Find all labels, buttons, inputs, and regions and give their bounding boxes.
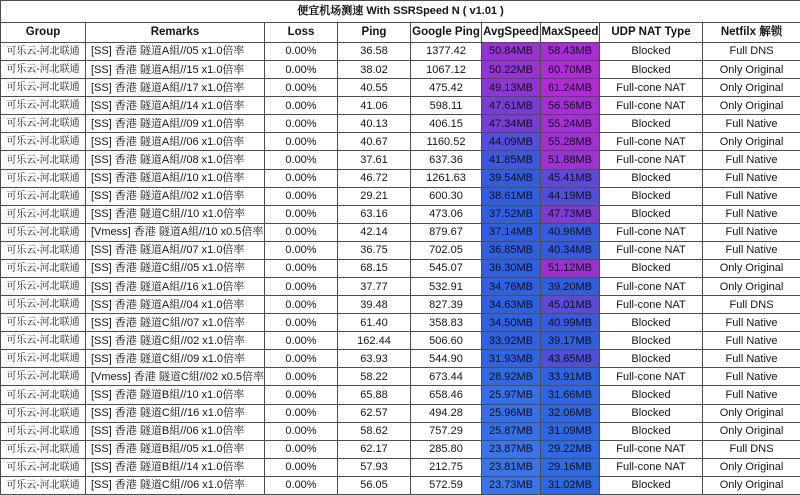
cell-max_speed: 31.09MB	[541, 422, 600, 440]
cell-loss: 0.00%	[265, 314, 338, 332]
cell-group: 可乐云-河北联通	[1, 314, 86, 332]
cell-max_speed: 58.43MB	[541, 43, 600, 61]
cell-ping: 57.93	[338, 458, 411, 476]
column-header-group: Group	[1, 23, 86, 43]
cell-udp_nat_type: Full-cone NAT	[600, 79, 703, 97]
cell-netflix: Full Native	[703, 115, 800, 133]
cell-netflix: Only Original	[703, 79, 800, 97]
cell-avg_speed: 47.61MB	[482, 97, 541, 115]
cell-group: 可乐云-河北联通	[1, 169, 86, 187]
cell-remarks: [SS] 香港 隧道A組//09 x1.0倍率	[86, 115, 265, 133]
cell-google_ping: 1160.52	[411, 133, 482, 151]
cell-group: 可乐云-河北联通	[1, 278, 86, 296]
cell-netflix: Only Original	[703, 458, 800, 476]
cell-avg_speed: 23.81MB	[482, 458, 541, 476]
cell-udp_nat_type: Blocked	[600, 422, 703, 440]
cell-netflix: Only Original	[703, 404, 800, 422]
cell-avg_speed: 23.87MB	[482, 440, 541, 458]
cell-max_speed: 51.88MB	[541, 151, 600, 169]
cell-ping: 58.22	[338, 368, 411, 386]
cell-max_speed: 44.19MB	[541, 187, 600, 205]
cell-avg_speed: 37.14MB	[482, 223, 541, 241]
cell-google_ping: 757.29	[411, 422, 482, 440]
cell-ping: 62.57	[338, 404, 411, 422]
cell-ping: 61.40	[338, 314, 411, 332]
cell-avg_speed: 39.54MB	[482, 169, 541, 187]
cell-netflix: Full DNS	[703, 43, 800, 61]
cell-remarks: [SS] 香港 隧道C組//06 x1.0倍率	[86, 476, 265, 494]
cell-loss: 0.00%	[265, 223, 338, 241]
cell-group: 可乐云-河北联通	[1, 97, 86, 115]
cell-max_speed: 56.56MB	[541, 97, 600, 115]
cell-remarks: [SS] 香港 隧道A組//14 x1.0倍率	[86, 97, 265, 115]
page-title: 便宜机场测速 With SSRSpeed N ( v1.01 )	[1, 1, 800, 23]
cell-group: 可乐云-河北联通	[1, 296, 86, 314]
cell-avg_speed: 34.76MB	[482, 278, 541, 296]
cell-max_speed: 55.28MB	[541, 133, 600, 151]
cell-udp_nat_type: Blocked	[600, 386, 703, 404]
table-row	[1, 43, 800, 61]
cell-remarks: [Vmess] 香港 隧道A組//10 x0.5倍率	[86, 223, 265, 241]
cell-group: 可乐云-河北联通	[1, 476, 86, 494]
table-row	[1, 241, 800, 259]
table-row	[1, 314, 800, 332]
cell-avg_speed: 28.92MB	[482, 368, 541, 386]
cell-netflix: Full Native	[703, 169, 800, 187]
cell-loss: 0.00%	[265, 278, 338, 296]
cell-group: 可乐云-河北联通	[1, 386, 86, 404]
cell-netflix: Only Original	[703, 61, 800, 79]
cell-udp_nat_type: Full-cone NAT	[600, 440, 703, 458]
cell-loss: 0.00%	[265, 61, 338, 79]
column-header-netflix: Netfilx 解锁	[703, 23, 800, 43]
cell-remarks: [SS] 香港 隧道C組//09 x1.0倍率	[86, 350, 265, 368]
cell-ping: 162.44	[338, 332, 411, 350]
cell-group: 可乐云-河北联通	[1, 422, 86, 440]
cell-max_speed: 55.24MB	[541, 115, 600, 133]
cell-google_ping: 358.83	[411, 314, 482, 332]
cell-google_ping: 572.59	[411, 476, 482, 494]
cell-loss: 0.00%	[265, 332, 338, 350]
cell-group: 可乐云-河北联通	[1, 404, 86, 422]
column-header-ping: Ping	[338, 23, 411, 43]
cell-remarks: [SS] 香港 隧道A組//17 x1.0倍率	[86, 79, 265, 97]
table-row	[1, 404, 800, 422]
cell-remarks: [SS] 香港 隧道A組//10 x1.0倍率	[86, 169, 265, 187]
cell-remarks: [SS] 香港 隧道C組//05 x1.0倍率	[86, 259, 265, 277]
cell-group: 可乐云-河北联通	[1, 133, 86, 151]
cell-max_speed: 40.34MB	[541, 241, 600, 259]
cell-max_speed: 43.65MB	[541, 350, 600, 368]
cell-max_speed: 40.96MB	[541, 223, 600, 241]
cell-google_ping: 702.05	[411, 241, 482, 259]
cell-max_speed: 60.70MB	[541, 61, 600, 79]
cell-ping: 40.55	[338, 79, 411, 97]
cell-group: 可乐云-河北联通	[1, 205, 86, 223]
cell-max_speed: 45.01MB	[541, 296, 600, 314]
cell-udp_nat_type: Full-cone NAT	[600, 278, 703, 296]
cell-ping: 37.77	[338, 278, 411, 296]
cell-google_ping: 544.90	[411, 350, 482, 368]
cell-google_ping: 406.15	[411, 115, 482, 133]
cell-remarks: [Vmess] 香港 隧道C組//02 x0.5倍率	[86, 368, 265, 386]
cell-avg_speed: 49.13MB	[482, 79, 541, 97]
cell-avg_speed: 33.92MB	[482, 332, 541, 350]
cell-udp_nat_type: Blocked	[600, 61, 703, 79]
cell-loss: 0.00%	[265, 133, 338, 151]
table-row	[1, 350, 800, 368]
cell-ping: 40.13	[338, 115, 411, 133]
cell-avg_speed: 36.30MB	[482, 259, 541, 277]
column-header-udp_nat_type: UDP NAT Type	[600, 23, 703, 43]
cell-google_ping: 532.91	[411, 278, 482, 296]
cell-group: 可乐云-河北联通	[1, 440, 86, 458]
cell-udp_nat_type: Blocked	[600, 350, 703, 368]
cell-netflix: Only Original	[703, 422, 800, 440]
table-row	[1, 259, 800, 277]
cell-google_ping: 212.75	[411, 458, 482, 476]
cell-max_speed: 61.24MB	[541, 79, 600, 97]
cell-ping: 41.06	[338, 97, 411, 115]
table-row	[1, 278, 800, 296]
cell-max_speed: 45.41MB	[541, 169, 600, 187]
cell-loss: 0.00%	[265, 259, 338, 277]
cell-remarks: [SS] 香港 隧道A組//05 x1.0倍率	[86, 43, 265, 61]
cell-remarks: [SS] 香港 隧道B組//14 x1.0倍率	[86, 458, 265, 476]
cell-netflix: Only Original	[703, 97, 800, 115]
cell-group: 可乐云-河北联通	[1, 79, 86, 97]
cell-group: 可乐云-河北联通	[1, 368, 86, 386]
cell-google_ping: 1377.42	[411, 43, 482, 61]
cell-group: 可乐云-河北联通	[1, 151, 86, 169]
cell-remarks: [SS] 香港 隧道B組//06 x1.0倍率	[86, 422, 265, 440]
cell-udp_nat_type: Blocked	[600, 259, 703, 277]
cell-google_ping: 285.80	[411, 440, 482, 458]
cell-max_speed: 40.99MB	[541, 314, 600, 332]
cell-google_ping: 1067.12	[411, 61, 482, 79]
table-row	[1, 205, 800, 223]
cell-netflix: Only Original	[703, 259, 800, 277]
cell-google_ping: 475.42	[411, 79, 482, 97]
cell-remarks: [SS] 香港 隧道A組//16 x1.0倍率	[86, 278, 265, 296]
cell-remarks: [SS] 香港 隧道A組//15 x1.0倍率	[86, 61, 265, 79]
cell-ping: 63.16	[338, 205, 411, 223]
cell-avg_speed: 38.61MB	[482, 187, 541, 205]
cell-google_ping: 827.39	[411, 296, 482, 314]
cell-udp_nat_type: Blocked	[600, 43, 703, 61]
cell-ping: 36.75	[338, 241, 411, 259]
cell-avg_speed: 50.84MB	[482, 43, 541, 61]
cell-netflix: Full Native	[703, 151, 800, 169]
cell-google_ping: 658.46	[411, 386, 482, 404]
cell-udp_nat_type: Full-cone NAT	[600, 97, 703, 115]
cell-avg_speed: 34.50MB	[482, 314, 541, 332]
cell-avg_speed: 36.85MB	[482, 241, 541, 259]
cell-max_speed: 32.06MB	[541, 404, 600, 422]
cell-avg_speed: 25.87MB	[482, 422, 541, 440]
cell-udp_nat_type: Blocked	[600, 115, 703, 133]
cell-avg_speed: 34.63MB	[482, 296, 541, 314]
cell-loss: 0.00%	[265, 404, 338, 422]
table-row	[1, 458, 800, 476]
cell-udp_nat_type: Blocked	[600, 404, 703, 422]
column-header-avg_speed: AvgSpeed	[482, 23, 541, 43]
table-row	[1, 223, 800, 241]
cell-group: 可乐云-河北联通	[1, 259, 86, 277]
cell-remarks: [SS] 香港 隧道A組//04 x1.0倍率	[86, 296, 265, 314]
cell-remarks: [SS] 香港 隧道A組//06 x1.0倍率	[86, 133, 265, 151]
cell-loss: 0.00%	[265, 350, 338, 368]
cell-google_ping: 673.44	[411, 368, 482, 386]
cell-netflix: Full Native	[703, 314, 800, 332]
cell-remarks: [SS] 香港 隧道C組//07 x1.0倍率	[86, 314, 265, 332]
cell-avg_speed: 41.85MB	[482, 151, 541, 169]
cell-avg_speed: 25.97MB	[482, 386, 541, 404]
table-row	[1, 133, 800, 151]
cell-ping: 36.58	[338, 43, 411, 61]
cell-group: 可乐云-河北联通	[1, 350, 86, 368]
table-row	[1, 61, 800, 79]
cell-loss: 0.00%	[265, 422, 338, 440]
cell-loss: 0.00%	[265, 151, 338, 169]
cell-loss: 0.00%	[265, 476, 338, 494]
table-row	[1, 296, 800, 314]
cell-netflix: Full Native	[703, 350, 800, 368]
table-row	[1, 79, 800, 97]
cell-remarks: [SS] 香港 隧道A組//02 x1.0倍率	[86, 187, 265, 205]
cell-loss: 0.00%	[265, 115, 338, 133]
title-row	[1, 1, 800, 23]
table-row	[1, 440, 800, 458]
cell-netflix: Full DNS	[703, 296, 800, 314]
cell-remarks: [SS] 香港 隧道A組//08 x1.0倍率	[86, 151, 265, 169]
cell-netflix: Full DNS	[703, 440, 800, 458]
cell-max_speed: 33.91MB	[541, 368, 600, 386]
column-header-loss: Loss	[265, 23, 338, 43]
cell-loss: 0.00%	[265, 79, 338, 97]
cell-udp_nat_type: Blocked	[600, 332, 703, 350]
cell-remarks: [SS] 香港 隧道B組//10 x1.0倍率	[86, 386, 265, 404]
cell-google_ping: 598.11	[411, 97, 482, 115]
cell-loss: 0.00%	[265, 386, 338, 404]
cell-udp_nat_type: Full-cone NAT	[600, 133, 703, 151]
cell-group: 可乐云-河北联通	[1, 332, 86, 350]
cell-avg_speed: 37.52MB	[482, 205, 541, 223]
cell-netflix: Full Native	[703, 205, 800, 223]
cell-loss: 0.00%	[265, 187, 338, 205]
cell-max_speed: 31.02MB	[541, 476, 600, 494]
cell-netflix: Only Original	[703, 133, 800, 151]
cell-max_speed: 47.73MB	[541, 205, 600, 223]
cell-avg_speed: 50.22MB	[482, 61, 541, 79]
cell-netflix: Full Native	[703, 241, 800, 259]
cell-max_speed: 51.12MB	[541, 259, 600, 277]
cell-ping: 68.15	[338, 259, 411, 277]
cell-ping: 46.72	[338, 169, 411, 187]
cell-netflix: Full Native	[703, 386, 800, 404]
cell-group: 可乐云-河北联通	[1, 187, 86, 205]
table-row	[1, 368, 800, 386]
cell-loss: 0.00%	[265, 205, 338, 223]
cell-google_ping: 879.67	[411, 223, 482, 241]
cell-group: 可乐云-河北联通	[1, 223, 86, 241]
cell-remarks: [SS] 香港 隧道C組//16 x1.0倍率	[86, 404, 265, 422]
cell-udp_nat_type: Full-cone NAT	[600, 223, 703, 241]
cell-remarks: [SS] 香港 隧道C組//02 x1.0倍率	[86, 332, 265, 350]
cell-loss: 0.00%	[265, 296, 338, 314]
cell-google_ping: 637.36	[411, 151, 482, 169]
table-row	[1, 386, 800, 404]
cell-max_speed: 29.22MB	[541, 440, 600, 458]
cell-group: 可乐云-河北联通	[1, 43, 86, 61]
cell-ping: 40.67	[338, 133, 411, 151]
cell-ping: 62.17	[338, 440, 411, 458]
cell-udp_nat_type: Blocked	[600, 314, 703, 332]
column-header-google_ping: Google Ping	[411, 23, 482, 43]
cell-netflix: Full Native	[703, 223, 800, 241]
cell-loss: 0.00%	[265, 97, 338, 115]
cell-google_ping: 506.60	[411, 332, 482, 350]
column-header-remarks: Remarks	[86, 23, 265, 43]
cell-udp_nat_type: Blocked	[600, 187, 703, 205]
cell-netflix: Full Native	[703, 332, 800, 350]
table-row	[1, 115, 800, 133]
cell-udp_nat_type: Blocked	[600, 205, 703, 223]
cell-remarks: [SS] 香港 隧道A組//07 x1.0倍率	[86, 241, 265, 259]
cell-loss: 0.00%	[265, 368, 338, 386]
cell-ping: 37.61	[338, 151, 411, 169]
cell-loss: 0.00%	[265, 241, 338, 259]
cell-group: 可乐云-河北联通	[1, 458, 86, 476]
cell-max_speed: 39.20MB	[541, 278, 600, 296]
cell-ping: 65.88	[338, 386, 411, 404]
cell-ping: 56.05	[338, 476, 411, 494]
table-row	[1, 151, 800, 169]
cell-udp_nat_type: Full-cone NAT	[600, 368, 703, 386]
cell-udp_nat_type: Full-cone NAT	[600, 458, 703, 476]
cell-loss: 0.00%	[265, 169, 338, 187]
column-header-max_speed: MaxSpeed	[541, 23, 600, 43]
table-row	[1, 332, 800, 350]
cell-ping: 42.14	[338, 223, 411, 241]
cell-ping: 39.48	[338, 296, 411, 314]
cell-udp_nat_type: Blocked	[600, 169, 703, 187]
cell-netflix: Only Original	[703, 278, 800, 296]
cell-udp_nat_type: Full-cone NAT	[600, 151, 703, 169]
cell-google_ping: 1261.63	[411, 169, 482, 187]
cell-loss: 0.00%	[265, 43, 338, 61]
cell-netflix: Only Original	[703, 476, 800, 494]
cell-max_speed: 39.17MB	[541, 332, 600, 350]
cell-udp_nat_type: Full-cone NAT	[600, 296, 703, 314]
cell-avg_speed: 31.93MB	[482, 350, 541, 368]
cell-group: 可乐云-河北联通	[1, 241, 86, 259]
cell-avg_speed: 47.34MB	[482, 115, 541, 133]
cell-avg_speed: 23.73MB	[482, 476, 541, 494]
cell-google_ping: 600.30	[411, 187, 482, 205]
cell-group: 可乐云-河北联通	[1, 61, 86, 79]
table-header-row	[1, 23, 800, 43]
cell-avg_speed: 44.09MB	[482, 133, 541, 151]
cell-remarks: [SS] 香港 隧道B組//05 x1.0倍率	[86, 440, 265, 458]
cell-udp_nat_type: Blocked	[600, 476, 703, 494]
cell-google_ping: 494.28	[411, 404, 482, 422]
table-row	[1, 422, 800, 440]
cell-ping: 29.21	[338, 187, 411, 205]
cell-max_speed: 31.66MB	[541, 386, 600, 404]
cell-google_ping: 473.06	[411, 205, 482, 223]
cell-avg_speed: 25.96MB	[482, 404, 541, 422]
cell-remarks: [SS] 香港 隧道C組//10 x1.0倍率	[86, 205, 265, 223]
cell-netflix: Full Native	[703, 187, 800, 205]
table-row	[1, 476, 800, 494]
cell-group: 可乐云-河北联通	[1, 115, 86, 133]
table-row	[1, 187, 800, 205]
cell-max_speed: 29.16MB	[541, 458, 600, 476]
cell-google_ping: 545.07	[411, 259, 482, 277]
cell-netflix: Full Native	[703, 368, 800, 386]
table-body	[1, 43, 800, 495]
cell-ping: 63.93	[338, 350, 411, 368]
cell-loss: 0.00%	[265, 458, 338, 476]
cell-loss: 0.00%	[265, 440, 338, 458]
cell-udp_nat_type: Full-cone NAT	[600, 241, 703, 259]
table-row	[1, 169, 800, 187]
table-row	[1, 97, 800, 115]
cell-ping: 58.62	[338, 422, 411, 440]
cell-ping: 38.02	[338, 61, 411, 79]
